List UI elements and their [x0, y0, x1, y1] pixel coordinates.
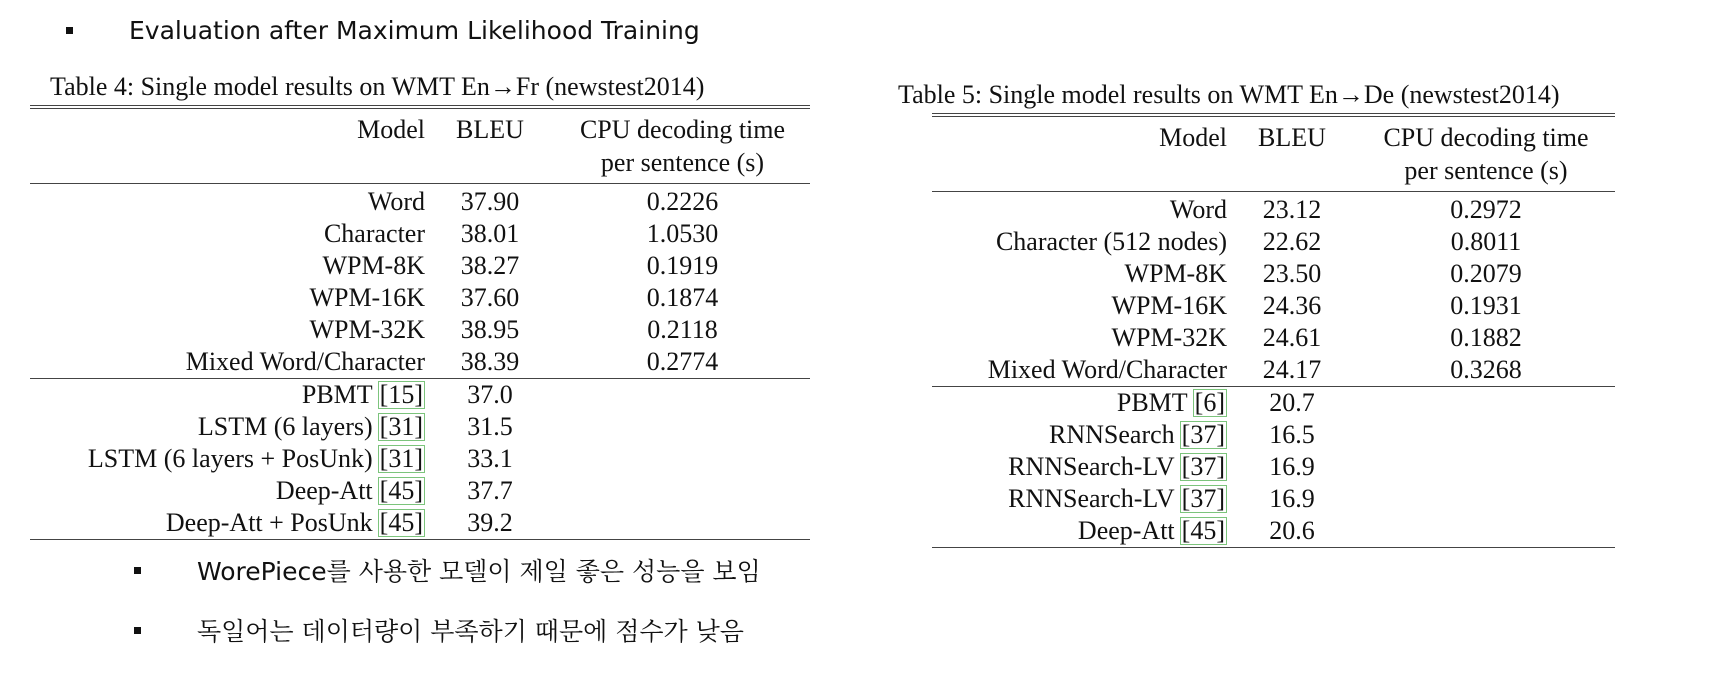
cell-time: 0.8011: [1450, 227, 1522, 256]
model-name: LSTM (6 layers + PosUnk): [87, 444, 373, 473]
cell-bleu: 37.90: [460, 187, 520, 216]
cell-model: [932, 451, 1227, 483]
model-name: RNNSearch-LV: [1008, 484, 1175, 513]
cell-bleu: 38.39: [460, 347, 520, 376]
cell-model: WPM-16K: [1111, 291, 1227, 320]
model-name: Deep-Att: [1077, 516, 1175, 545]
table-row: [30, 507, 810, 540]
cell-time: [1357, 483, 1615, 515]
cell-time: 0.2226: [646, 187, 719, 216]
table-row: [30, 282, 810, 314]
cell-bleu: 31.5: [467, 412, 513, 441]
table-4: [30, 72, 810, 540]
table-row: [932, 322, 1615, 354]
cell-model: [30, 443, 425, 475]
table-row: [932, 515, 1615, 548]
cell-model: WPM-16K: [309, 283, 425, 312]
cell-model: [30, 475, 425, 507]
cell-model: [30, 411, 425, 443]
header-time: CPU decoding time: [555, 107, 810, 146]
cell-time: [555, 475, 810, 507]
cell-model: WPM-32K: [1111, 323, 1227, 352]
table-row: [932, 387, 1615, 420]
citation-link[interactable]: [37]: [1181, 420, 1225, 449]
model-name: RNNSearch-LV: [1008, 452, 1175, 481]
model-name: Deep-Att + PosUnk: [165, 508, 373, 537]
table-row: [932, 258, 1615, 290]
cell-bleu: 16.9: [1269, 452, 1315, 481]
cell-time: 0.1882: [1450, 323, 1522, 352]
cell-time: 0.2774: [646, 347, 719, 376]
cell-bleu: 16.9: [1269, 484, 1315, 513]
bullet-text: WorePiece를 사용한 모델이 제일 좋은 성능을 보임: [197, 557, 761, 586]
cell-bleu: 16.5: [1269, 420, 1315, 449]
cell-bleu: 37.60: [460, 283, 520, 312]
cell-bleu: 38.01: [460, 219, 520, 248]
cell-bleu: 37.0: [425, 379, 555, 412]
cell-bleu: 24.61: [1262, 323, 1322, 352]
header-model: Model: [30, 107, 425, 146]
cell-bleu: 39.2: [425, 507, 555, 540]
cell-model: WPM-8K: [322, 251, 425, 280]
cell-time: 0.1919: [646, 251, 719, 280]
table-row: [30, 475, 810, 507]
bullet-square-icon: [66, 27, 73, 34]
cell-model: [932, 483, 1227, 515]
cell-model: WPM-32K: [309, 315, 425, 344]
cell-time: 0.2972: [1450, 195, 1522, 224]
cell-time: 0.1874: [646, 283, 719, 312]
cell-bleu: 24.36: [1262, 291, 1322, 320]
citation-link[interactable]: [45]: [379, 508, 423, 537]
model-name: PBMT: [301, 380, 373, 409]
cell-time: [1357, 419, 1615, 451]
cell-time: 0.3268: [1450, 355, 1522, 384]
header-time-line2: per sentence (s): [1357, 154, 1615, 192]
cell-model: [932, 515, 1227, 548]
cell-model: Word: [1169, 195, 1227, 224]
cell-time: [555, 443, 810, 475]
bullet-german: [134, 612, 744, 648]
model-name: RNNSearch: [1049, 420, 1175, 449]
table-row: [30, 443, 810, 475]
table-row: [30, 411, 810, 443]
table-row: [30, 314, 810, 346]
table-row: [932, 451, 1615, 483]
model-name: PBMT: [1116, 388, 1188, 417]
header-time-line2: per sentence (s): [555, 146, 810, 184]
results-table-en-de: [932, 113, 1615, 548]
citation-link[interactable]: [37]: [1181, 484, 1225, 513]
cell-time: 0.2079: [1450, 259, 1522, 288]
table-row: [30, 379, 810, 412]
table-row: [30, 346, 810, 379]
header-bleu: BLEU: [1227, 115, 1357, 154]
cell-model: WPM-8K: [1124, 259, 1227, 288]
bullet-text: 독일어는 데이터량이 부족하기 때문에 점수가 낮음: [197, 617, 744, 646]
citation-link[interactable]: [45]: [379, 476, 423, 505]
header-bleu: BLEU: [425, 107, 555, 146]
results-table-en-fr: [30, 105, 810, 540]
cell-time: [555, 411, 810, 443]
citation-link[interactable]: [31]: [379, 444, 423, 473]
cell-bleu: 24.17: [1262, 355, 1322, 384]
cell-bleu: 38.27: [460, 251, 520, 280]
cell-time: [1357, 387, 1615, 420]
citation-link[interactable]: [45]: [1181, 516, 1225, 545]
model-name: LSTM (6 layers): [197, 412, 373, 441]
cell-bleu: 20.6: [1227, 515, 1357, 548]
cell-model: [30, 379, 425, 412]
table-row: [932, 354, 1615, 387]
cell-time: [555, 507, 810, 540]
table-row: [932, 419, 1615, 451]
cell-bleu: 20.7: [1227, 387, 1357, 420]
table-5: [898, 80, 1666, 548]
table-body: [30, 184, 810, 540]
cell-model: Mixed Word/Character: [987, 355, 1227, 384]
table-caption: Table 4: Single model results on WMT En→Fr (newstest2014): [50, 72, 705, 101]
header-model: Model: [932, 115, 1227, 154]
cell-time: 0.2118: [647, 315, 718, 344]
cell-model: Character: [323, 219, 425, 248]
citation-link[interactable]: [15]: [379, 380, 423, 409]
bullet-wordpiece: [134, 552, 761, 588]
table-row: [932, 483, 1615, 515]
table-body: [932, 192, 1615, 548]
citation-link[interactable]: [37]: [1181, 452, 1225, 481]
cell-model: Character (512 nodes): [995, 227, 1227, 256]
header-time: CPU decoding time: [1357, 115, 1615, 154]
citation-link[interactable]: [6]: [1194, 388, 1225, 417]
cell-time: 0.1931: [1450, 291, 1522, 320]
cell-time: 1.0530: [646, 219, 719, 248]
cell-bleu: 37.7: [467, 476, 513, 505]
cell-bleu: 22.62: [1262, 227, 1322, 256]
table-caption: Table 5: Single model results on WMT En→De (newstest2014): [898, 80, 1560, 109]
cell-bleu: 23.12: [1262, 195, 1322, 224]
cell-model: [30, 507, 425, 540]
cell-model: Mixed Word/Character: [185, 347, 425, 376]
cell-bleu: 38.95: [460, 315, 520, 344]
cell-model: [932, 419, 1227, 451]
cell-time: [1357, 515, 1615, 548]
model-name: Deep-Att: [275, 476, 373, 505]
table-row: [30, 184, 810, 219]
cell-bleu: 23.50: [1262, 259, 1322, 288]
bullet-square-icon: [134, 627, 141, 634]
table-row: [932, 226, 1615, 258]
cell-model: [932, 387, 1227, 420]
table-row: [932, 290, 1615, 322]
bullet-evaluation: [66, 16, 700, 45]
table-row: [932, 192, 1615, 227]
table-row: [30, 218, 810, 250]
cell-model: Word: [367, 187, 425, 216]
table-row: [30, 250, 810, 282]
cell-time: [555, 379, 810, 412]
citation-link[interactable]: [31]: [379, 412, 423, 441]
bullet-text: Evaluation after Maximum Likelihood Training: [129, 16, 700, 45]
cell-bleu: 33.1: [467, 444, 513, 473]
bullet-square-icon: [134, 567, 141, 574]
cell-time: [1357, 451, 1615, 483]
